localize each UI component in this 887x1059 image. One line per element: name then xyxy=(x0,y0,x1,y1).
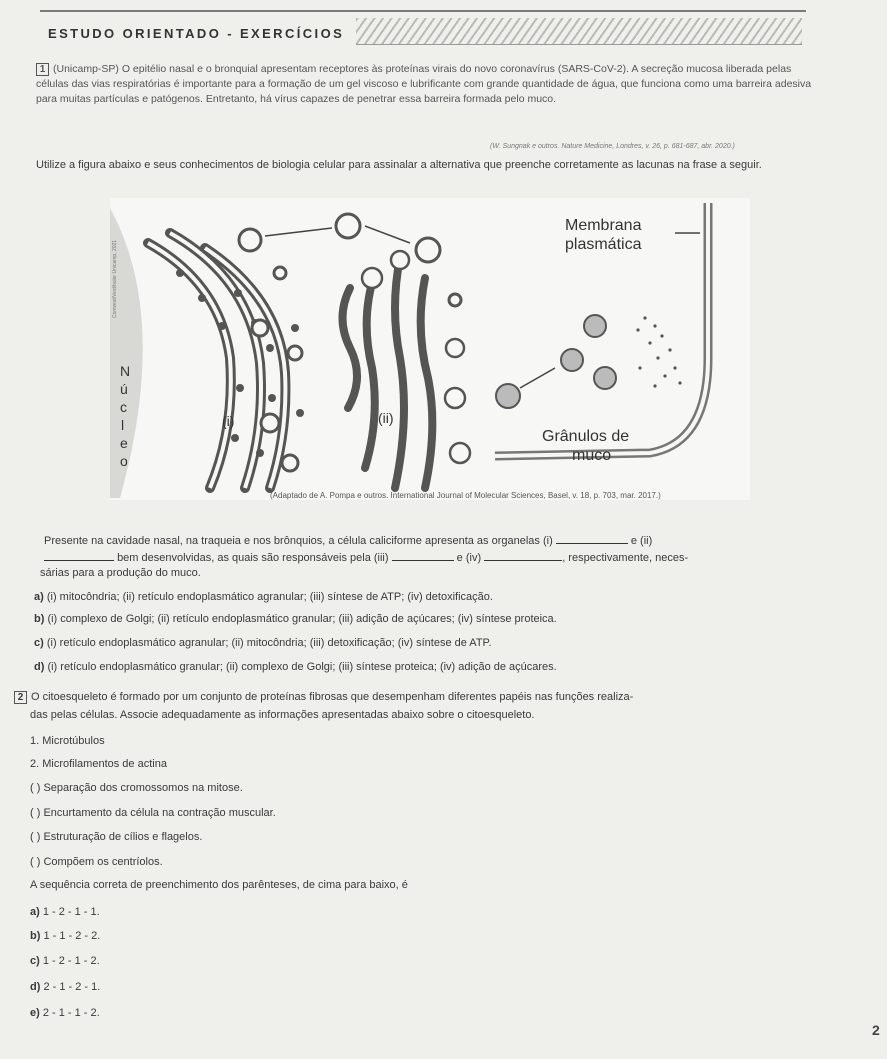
q1-sentence-part6: sárias para a produção do muco. xyxy=(40,567,201,579)
q2-option-d-letter: d) xyxy=(30,981,41,993)
q1-sentence-part4: e (iv) xyxy=(456,552,482,564)
q2-option-a-text: 1 - 2 - 1 - 1. xyxy=(42,906,100,918)
nucleo-letter-2: ú xyxy=(120,381,128,397)
q2-blank-3[interactable]: ( ) Estruturação de cílios e flagelos. xyxy=(30,831,203,843)
q1-sentence-part2: e (ii) xyxy=(630,535,653,547)
q1-sentence-part1: Presente na cavidade nasal, na traqueia e nos brônquios, a célula caliciforme apresenta as organelas (i) xyxy=(44,535,553,547)
q2-item-1: 1. Microtúbulos xyxy=(30,735,105,747)
q2-option-b-text: 1 - 1 - 2 - 2. xyxy=(43,930,101,942)
q2-statement-1: O citoesqueleto é formado por um conjunto de proteínas fibrosas que desempenham diferentes papéis nas funções realiza- xyxy=(31,691,634,703)
nucleo-letter-6: o xyxy=(120,453,128,469)
nucleo-letter-3: c xyxy=(120,399,127,415)
q2-blank-1[interactable]: ( ) Separação dos cromossomos na mitose. xyxy=(30,782,243,794)
q2-number: 2 xyxy=(14,691,27,704)
q1-option-c[interactable] xyxy=(34,636,854,651)
q2-option-e[interactable] xyxy=(30,1006,100,1021)
label-ii: (ii) xyxy=(378,410,394,426)
nucleo-letter-1: N xyxy=(120,363,131,379)
goblet-cell-figure xyxy=(110,198,750,500)
q2-option-c-text: 1 - 2 - 1 - 2. xyxy=(42,955,100,967)
q1-option-c-letter: c) xyxy=(34,637,44,649)
q1-instruction: Utilize a figura abaixo e seus conhecimentos de biologia celular para assinalar a alternativa que preenche corretamente as lacunas na frase a seguir. xyxy=(36,159,762,171)
figure-caption: (Adaptado de A. Pompa e outros. International Journal of Molecular Sciences, Basel, v. 18, p. 703, mar. 2017.) xyxy=(270,491,661,500)
q1-sentence-part3: bem desenvolvidas, as quais são responsáveis pela (iii) xyxy=(117,552,389,564)
q1-citation: (W. Sungnak e outros. Nature Medicine, Londres, v. 26, p. 681-687, abr. 2020.) xyxy=(490,143,735,150)
q2-option-d[interactable] xyxy=(30,980,100,995)
label-granulos: Grânulos de xyxy=(542,428,630,445)
q2-statement-line1 xyxy=(14,690,864,705)
q2-option-a-letter: a) xyxy=(30,906,40,918)
nucleo-letter-4: l xyxy=(121,417,125,433)
q1-option-a-letter: a) xyxy=(34,591,44,603)
blank-ii xyxy=(44,550,114,561)
page-number: 2 xyxy=(872,1022,880,1038)
header-hatch-decoration xyxy=(356,18,802,44)
q1-option-a[interactable] xyxy=(34,590,854,605)
nucleo-letter-5: e xyxy=(120,435,128,451)
q2-item-2: 2. Microfilamentos de actina xyxy=(30,758,167,770)
blank-iii xyxy=(392,550,454,561)
q2-statement-2: das pelas células. Associe adequadamente as informações apresentadas abaixo sobre o citoesqueleto. xyxy=(30,709,535,721)
q2-option-b-letter: b) xyxy=(30,930,41,942)
q1-option-b[interactable] xyxy=(34,612,854,627)
q2-option-c-letter: c) xyxy=(30,955,40,967)
blank-iv xyxy=(484,550,562,561)
q1-option-a-text: (i) mitocôndria; (ii) retículo endoplasmático agranular; (iii) síntese de ATP; (iv) detoxificação. xyxy=(46,591,493,603)
q1-option-d-letter: d) xyxy=(34,661,45,673)
label-muco: muco xyxy=(572,447,612,464)
q2-option-d-text: 2 - 1 - 2 - 1. xyxy=(43,981,101,993)
label-i: (i) xyxy=(222,413,235,429)
section-title: ESTUDO ORIENTADO - EXERCÍCIOS xyxy=(48,26,345,41)
label-membrana: Membrana xyxy=(565,217,642,234)
q1-option-c-text: (i) retículo endoplasmático agranular; (ii) mitocôndria; (iii) detoxificação; (iv) síntese de ATP. xyxy=(46,637,492,649)
q2-option-e-letter: e) xyxy=(30,1007,40,1019)
q2-prompt: A sequência correta de preenchimento dos parênteses, de cima para baixo, é xyxy=(30,879,408,891)
q1-option-d-text: (i) retículo endoplasmático granular; (ii) complexo de Golgi; (iii) síntese proteica; (iv) adição de açúcares. xyxy=(47,661,557,673)
q2-option-e-text: 2 - 1 - 1 - 2. xyxy=(42,1007,100,1019)
figure-side-credit: Comvest/Vestibular Unicamp, 2021 xyxy=(112,239,118,318)
q1-option-b-letter: b) xyxy=(34,613,45,625)
q1-option-d[interactable] xyxy=(34,660,854,675)
q2-blank-4[interactable]: ( ) Compõem os centríolos. xyxy=(30,856,163,868)
q1-sentence-line2 xyxy=(44,550,844,566)
q2-blank-2[interactable]: ( ) Encurtamento da célula na contração muscular. xyxy=(30,807,276,819)
q1-option-b-text: (i) complexo de Golgi; (ii) retículo endoplasmático granular; (iii) adição de açúcares; (iv) síntese proteica. xyxy=(47,613,557,625)
header-divider xyxy=(356,44,802,45)
q2-option-b[interactable] xyxy=(30,929,100,944)
q1-statement: (Unicamp-SP) O epitélio nasal e o bronquial apresentam receptores às proteínas virais do novo coronavírus (SARS-CoV-2). A secreção mucosa liberada pelas células das vias respiratórias é importante para a formação de um gel viscoso e lubrificante com grande quantidade de água, que funciona como uma barreira adesiva para muitas partículas e patógenos. Entretanto, há vírus capazes de penetrar essa barreira formada pelo muco. xyxy=(36,63,812,105)
q2-option-c[interactable] xyxy=(30,954,100,969)
q2-option-a[interactable] xyxy=(30,905,100,920)
q1-sentence-line1 xyxy=(44,533,844,549)
q1-sentence-part5: , respectivamente, neces- xyxy=(562,552,689,564)
q1-statement-block xyxy=(36,62,826,107)
blank-i xyxy=(556,533,628,544)
label-plasmatica: plasmática xyxy=(565,236,642,253)
q1-number: 1 xyxy=(36,63,49,76)
